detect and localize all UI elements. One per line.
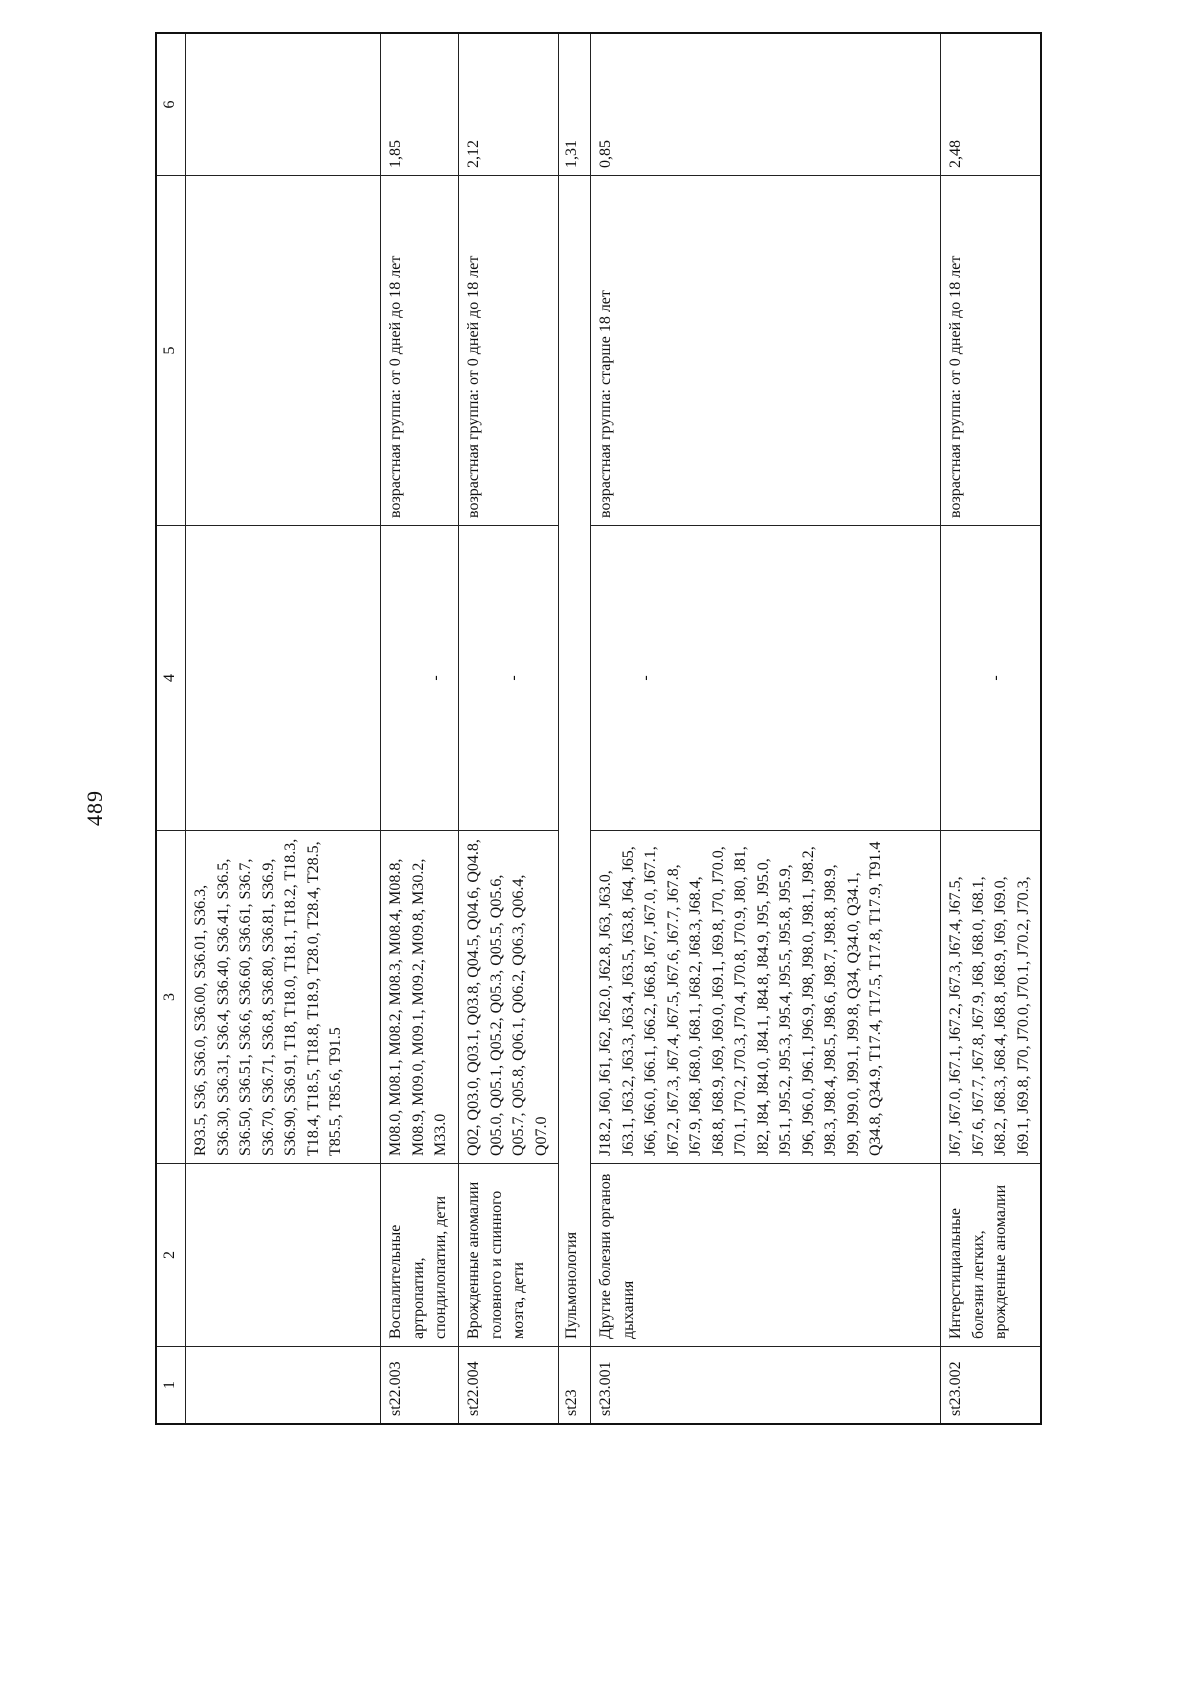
row-code: st22.003: [381, 1347, 459, 1425]
row-criteria: [186, 176, 381, 526]
row-code: st23.002: [941, 1347, 1041, 1425]
row-criteria: возрастная группа: от 0 дней до 18 лет: [381, 176, 459, 526]
section-coefficient: 1,31: [559, 33, 591, 176]
section-row: [559, 33, 591, 1424]
row-col-4: -: [591, 526, 941, 831]
row-name: Интерстициальные болезни легких, врожденные аномалии: [941, 1164, 1041, 1347]
row-icd-codes: R93.5, S36, S36.0, S36.00, S36.01, S36.3, S36.30, S36.31, S36.4, S36.40, S36.41, S36.5, S36.50, S36.51, S36.6, S36.60, S36.61, S36.7, S36.70, S36.71, S36.8, S36.80, S36.81, S36.9, S36.90, S36.91, T18, T18.0, T18.1, T18.2, T18.3, T18.4, T18.5, T18.8, T18.9, T28.0, T28.4, T28.5, T85.5, T85.6, T91.5: [186, 831, 381, 1164]
row-name: [186, 1164, 381, 1347]
section-code: st23: [559, 1347, 591, 1425]
row-criteria: возрастная группа: старше 18 лет: [591, 176, 941, 526]
row-col-4: -: [941, 526, 1041, 831]
row-coefficient: [186, 33, 381, 176]
header-col-6: 6: [156, 33, 186, 176]
row-icd-codes: Q02, Q03.0, Q03.1, Q03.8, Q04.5, Q04.6, Q04.8, Q05.0, Q05.1, Q05.2, Q05.3, Q05.5, Q05.6, Q05.7, Q05.8, Q06.1, Q06.2, Q06.3, Q06.4, Q07.0: [459, 831, 559, 1164]
row-coefficient: 0,85: [591, 33, 941, 176]
row-name: Другие болезни органов дыхания: [591, 1164, 941, 1347]
table-row: [591, 33, 941, 1424]
row-icd-codes: J18.2, J60, J61, J62, J62.0, J62.8, J63, J63.0, J63.1, J63.2, J63.3, J63.4, J63.5, J63.8, J64, J65, J66, J66.0, J66.1, J66.2, J66.8, J67, J67.0, J67.1, J67.2, J67.3, J67.4, J67.5, J67.6, J67.7, J67.8, J67.9, J68, J68.0, J68.1, J68.2, J68.3, J68.4, J68.8, J68.9, J69, J69.0, J69.1, J69.8, J70, J70.0, J70.1, J70.2, J70.3, J70.4, J70.8, J70.9, J80, J81, J82, J84, J84.0, J84.1, J84.8, J84.9, J95, J95.0, J95.1, J95.2, J95.3, J95.4, J95.5, J95.8, J95.9, J96, J96.0, J96.1, J96.9, J98, J98.0, J98.1, J98.2, J98.3, J98.4, J98.5, J98.6, J98.7, J98.8, J98.9, J99, J99.0, J99.1, J99.8, Q34, Q34.0, Q34.1, Q34.8, Q34.9, T17.4, T17.5, T17.8, T17.9, T91.4: [591, 831, 941, 1164]
header-col-1: 1: [156, 1347, 186, 1425]
rotated-page-content: [155, 65, 1065, 1425]
row-icd-codes: J67, J67.0, J67.1, J67.2, J67.3, J67.4, J67.5, J67.6, J67.7, J67.8, J67.9, J68, J68.0, J68.1, J68.2, J68.3, J68.4, J68.8, J68.9, J69, J69.0, J69.1, J69.8, J70, J70.0, J70.1, J70.2, J70.3,: [941, 831, 1041, 1164]
row-coefficient: 1,85: [381, 33, 459, 176]
header-col-5: 5: [156, 176, 186, 526]
tariff-table: [155, 32, 1042, 1425]
header-col-2: 2: [156, 1164, 186, 1347]
row-criteria: возрастная группа: от 0 дней до 18 лет: [941, 176, 1041, 526]
table-row: [186, 33, 381, 1424]
header-col-3: 3: [156, 831, 186, 1164]
table-row: [941, 33, 1041, 1424]
row-code: st22.004: [459, 1347, 559, 1425]
table-row: [381, 33, 459, 1424]
row-name: Воспалительные артропатии, спондилопатии, дети: [381, 1164, 459, 1347]
row-code: st23.001: [591, 1347, 941, 1425]
row-code: [186, 1347, 381, 1425]
row-coefficient: 2,48: [941, 33, 1041, 176]
section-title: Пульмонология: [559, 176, 591, 1347]
row-col-4: -: [459, 526, 559, 831]
row-icd-codes: M08.0, M08.1, M08.2, M08.3, M08.4, M08.8, M08.9, M09.0, M09.1, M09.2, M09.8, M30.2, M33.0: [381, 831, 459, 1164]
page-number: 489: [82, 790, 107, 826]
row-name: Врожденные аномалии головного и спинного мозга, дети: [459, 1164, 559, 1347]
row-col-4: [186, 526, 381, 831]
header-col-4: 4: [156, 526, 186, 831]
row-criteria: возрастная группа: от 0 дней до 18 лет: [459, 176, 559, 526]
row-col-4: -: [381, 526, 459, 831]
table-row: [459, 33, 559, 1424]
header-row: [156, 33, 186, 1424]
row-coefficient: 2,12: [459, 33, 559, 176]
